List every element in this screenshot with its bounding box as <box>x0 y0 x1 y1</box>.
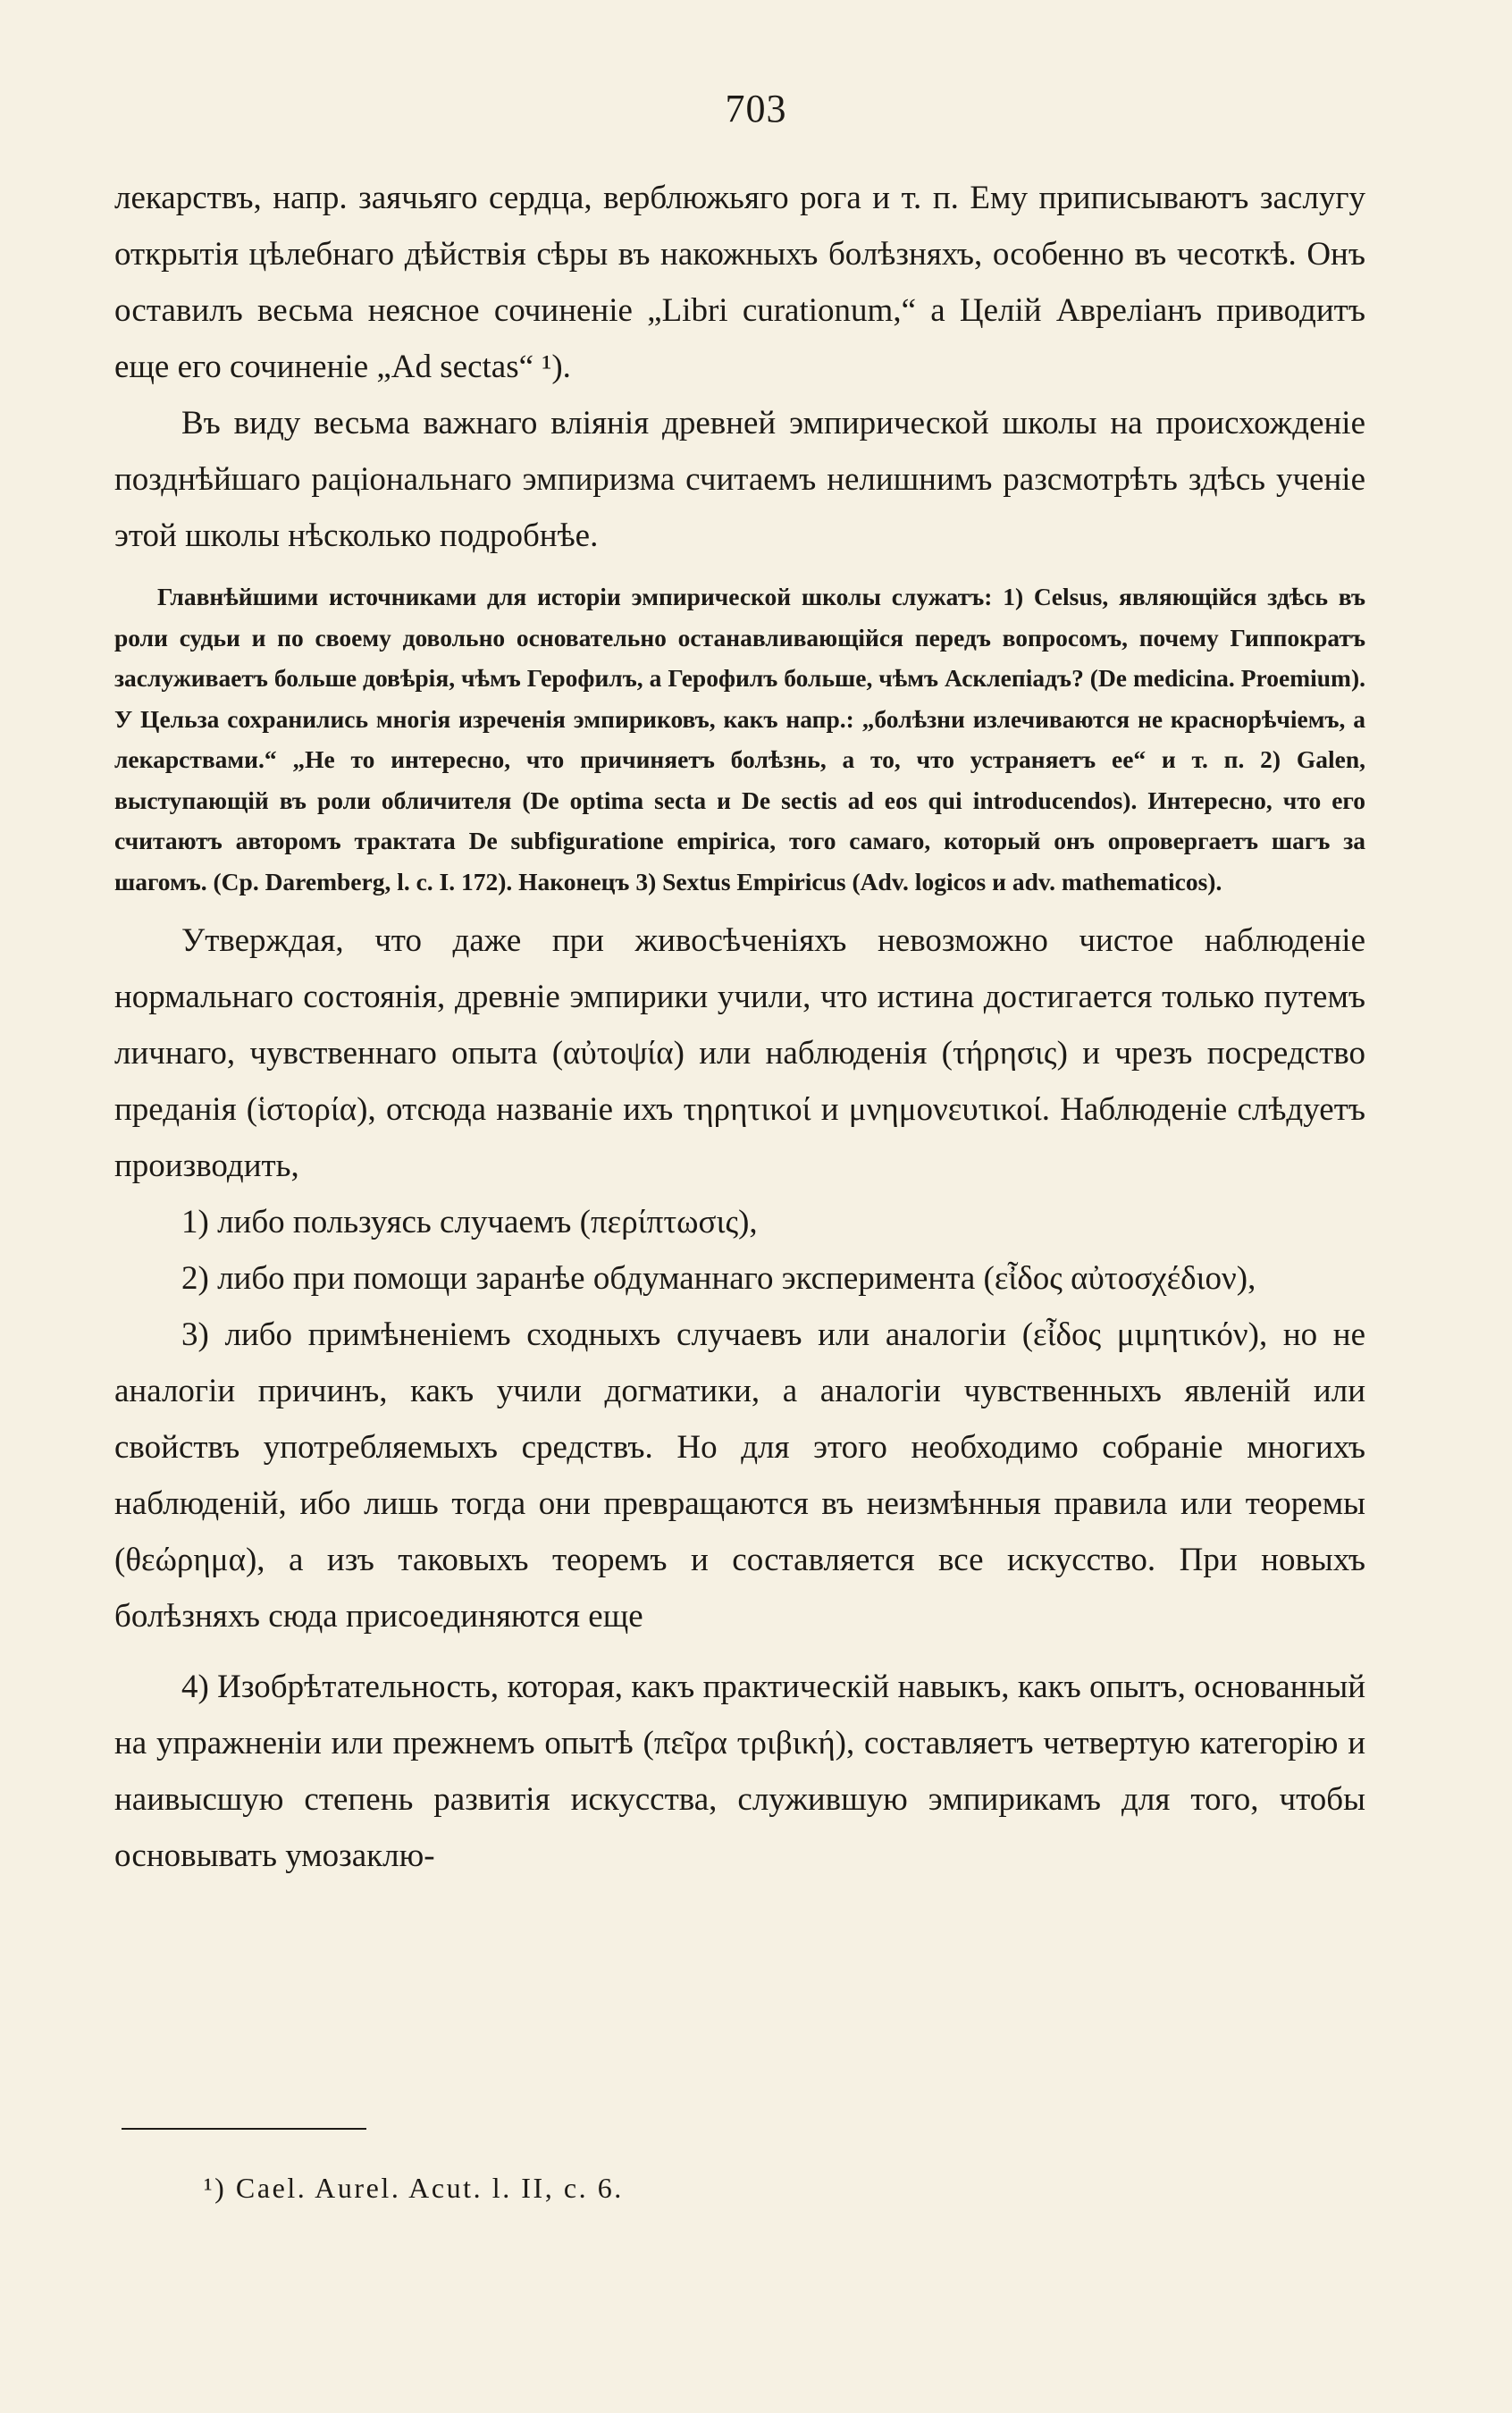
paragraph-3: Утверждая, что даже при живосѣченіяхъ невозможно чистое наблюденіе нормальнаго состоянія, древніе эмпирики учили, что истина достигается только путемъ личнаго, чувственнаго опыта (αὐτοψία) или наблюденія (τήρησις) и чрезъ посредство преданія (ἱστορία), отсюда названіе ихъ τηρητικοί и μνημονευτικοί. Наблюденіе слѣдуетъ производить, <box>114 922 1365 1184</box>
list-item-1: 1) либо пользуясь случаемъ (περίπτωσις), <box>181 1204 758 1240</box>
list-item-2: 2) либо при помощи заранѣе обдуманнаго эксперимента (εἶδος αὐτοσχέδιον), <box>181 1260 1256 1297</box>
paragraph-1: лекарствъ, напр. заячьяго сердца, верблюжьяго рога и т. п. Ему приписываютъ заслугу открытія цѣлебнаго дѣйствія сѣры въ накожныхъ болѣзняхъ, особенно въ чесоткѣ. Онъ оставилъ весьма неясное сочиненіе „Libri curationum,“ а Целій Авреліанъ приводитъ еще его сочиненіе „Ad sectas“ ¹). <box>114 180 1365 385</box>
sources-note: Главнѣйшими источниками для исторіи эмпирической школы служатъ: 1) Celsus, являющійся здѣсь въ роли судьи и по своему довольно основательно останавливающійся передъ вопросомъ, почему Гиппократъ заслуживаетъ больше довѣрія, чѣмъ Герофилъ, а Герофилъ больше, чѣмъ Асклепіадъ? (De medicina. Proemium). У Цельза сохранились многія изреченія эмпириковъ, какъ напр.: „болѣзни излечиваются не краснорѣчіемъ, а лекарствами.“ „Не то интересно, что причиняетъ болѣзнь, а то, что устраняетъ ее“ и т. п. 2) Galen, выступающій въ роли обличителя (De optima secta и De sectis ad eos qui introducendos). Интересно, что его считаютъ авторомъ трактата De subfiguratione empirica, того самаго, который онъ опровергаетъ шагъ за шагомъ. (Ср. Daremberg, l. c. I. 172). Наконецъ 3) Sextus Empiricus (Adv. logicos и adv. mathematicos). <box>114 583 1365 895</box>
page-number: 703 <box>725 87 787 130</box>
paragraph-2: Въ виду весьма важнаго вліянія древней эмпирической школы на происхожденіе позднѣйшаго раціональнаго эмпиризма считаемъ нелишнимъ разсмотрѣть здѣсь ученіе этой школы нѣсколько подробнѣе. <box>114 405 1365 554</box>
main-text <box>114 170 1365 1884</box>
footnote-divider <box>122 2128 366 2130</box>
list-item-3: 3) либо примѣненіемъ сходныхъ случаевъ или аналогіи (εἶδος μιμητικόν), но не аналогіи причинъ, какъ учили догматики, а аналогіи чувственныхъ явленій или свойствъ употребляемыхъ средствъ. Но для этого необходимо собраніе многихъ наблюденій, ибо лишь тогда они превращаются въ неизмѣнныя правила или теоремы (θεώρημα), а изъ таковыхъ теоремъ и составляется все искусство. При новыхъ болѣзняхъ сюда присоединяются еще <box>114 1316 1365 1635</box>
footnote: ¹) Cael. Aurel. Acut. l. II, c. 6. <box>204 2172 624 2204</box>
list-item-4: 4) Изобрѣтательность, которая, какъ практическій навыкъ, какъ опытъ, основанный на упражненіи или прежнемъ опытѣ (πεῖρα τριβική), составляетъ четвертую категорію и наивысшую степень развитія искусства, служившую эмпирикамъ для того, чтобы основывать умозаклю- <box>114 1669 1365 1874</box>
